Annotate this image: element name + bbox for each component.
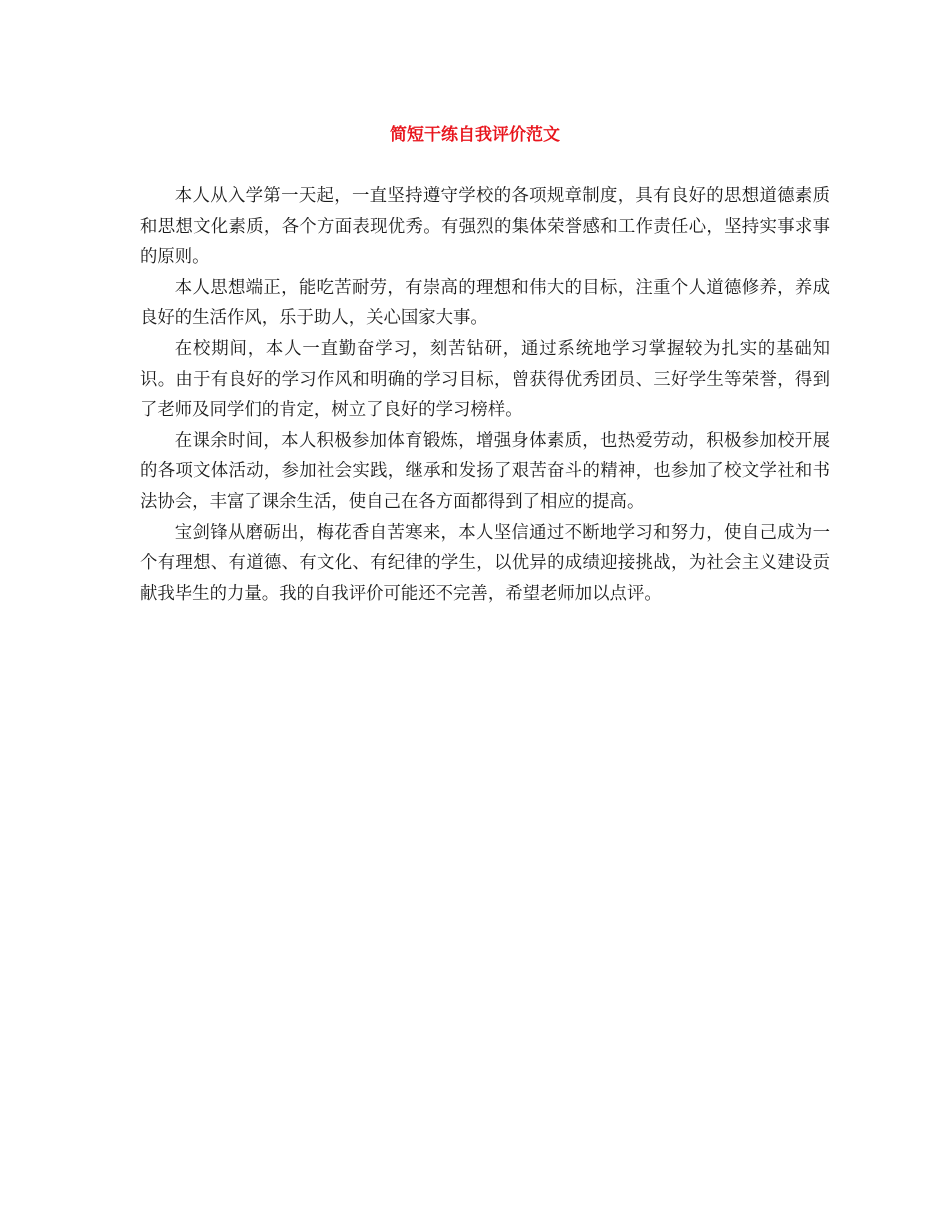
paragraph-1: 本人从入学第一天起，一直坚持遵守学校的各项规章制度，具有良好的思想道德素质和思想文化素质，各个方面表现优秀。有强烈的集体荣誉感和工作责任心，坚持实事求事的原则。 <box>140 186 830 268</box>
paragraph-5: 宝剑锋从磨砺出，梅花香自苦寒来，本人坚信通过不断地学习和努力，使自己成为一个有理想、有道德、有文化、有纪律的学生，以优异的成绩迎接挑战，为社会主义建设贡献我毕生的力量。我的自我评价可能还不完善，希望老师加以点评。 <box>140 522 830 604</box>
document-title: 简短干练自我评价范文 <box>390 125 560 145</box>
paragraph-4: 在课余时间，本人积极参加体育锻炼，增强身体素质，也热爱劳动，积极参加校开展的各项文体活动，参加社会实践，继承和发扬了艰苦奋斗的精神，也参加了校文学社和书法协会，丰富了课余生活，使自己在各方面都得到了相应的提高。 <box>140 430 830 512</box>
document-body <box>140 181 830 609</box>
paragraph-2: 本人思想端正，能吃苦耐劳，有崇高的理想和伟大的目标，注重个人道德修养，养成良好的生活作风，乐于助人，关心国家大事。 <box>140 277 830 329</box>
paragraph-3: 在校期间，本人一直勤奋学习，刻苦钻研，通过系统地学习掌握较为扎实的基础知识。由于有良好的学习作风和明确的学习目标，曾获得优秀团员、三好学生等荣誉，得到了老师及同学们的肯定，树立了良好的学习榜样。 <box>140 338 830 421</box>
